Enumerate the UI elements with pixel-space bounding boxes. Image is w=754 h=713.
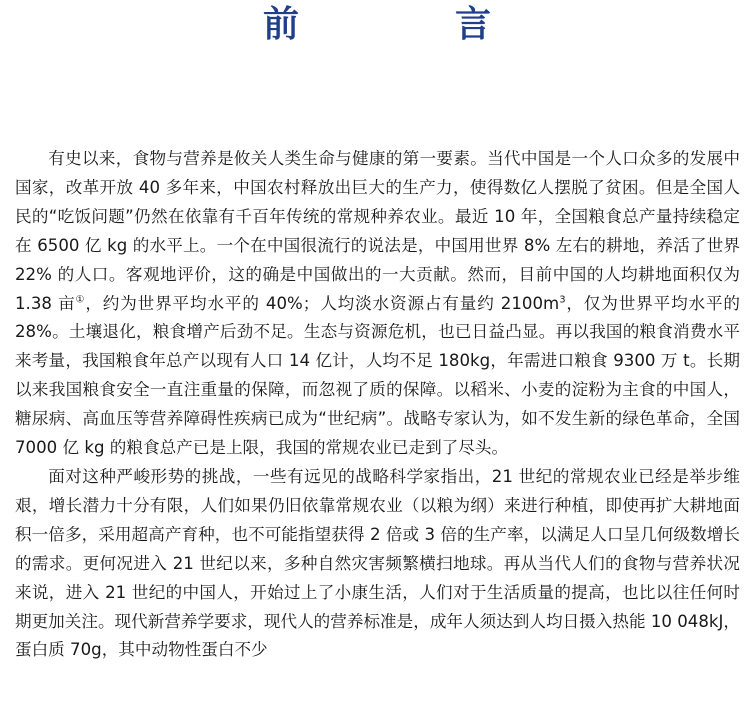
- paragraph-1: [15, 145, 740, 463]
- unit-superscript: 3: [559, 294, 566, 305]
- paragraph-1-part-3: ，仅为世界平均水平的 28%。土壤退化，粮食增产后劲不足。生态与资源危机，也已日益凸显。再以我国的粮食消费水平来考量，我国粮食年总产以现有人口 14 亿计，人均不足 180kg，年需进口粮食 9300 万 t。长期以来我国粮食安全一直注重量的保障，而忽视了质的保障。以稻米、小麦的淀粉为主食的中国人，糖尿病、高血压等营养障碍性疾病已成为“世纪病”。战略专家认为，如不发生新的绿色革命，全国 7000 亿 kg 的粮食总产已是上限，我国的常规农业已走到了尽头。: [15, 293, 740, 458]
- paragraph-1-part-2: ，约为世界平均水平的 40%；人均淡水资源占有量约 2100m: [85, 293, 560, 313]
- footnote-marker: ①: [75, 294, 86, 305]
- paragraph-2: 面对这种严峻形势的挑战，一些有远见的战略科学家指出，21 世纪的常规农业已经是举步维艰，增长潜力十分有限，人们如果仍旧依靠常规农业（以粮为纲）来进行种植，即使再扩大耕地面积一倍多，采用超高产育种，也不可能指望获得 2 倍或 3 倍的生产率，以满足人口呈几何级数增长的需求。更何况进入 21 世纪以来，多种自然灾害频繁横扫地球。再从当代人们的食物与营养状况来说，进入 21 世纪的中国人，开始过上了小康生活，人们对于生活质量的提高，也比以往任何时期更加关注。现代新营养学要求，现代人的营养标准是，成年人须达到人均日摄入热能 10 048kJ，蛋白质 70g，其中动物性蛋白不少: [15, 466, 740, 660]
- body-text: [15, 145, 740, 665]
- paragraph-1-part-1: 有史以来，食物与营养是攸关人类生命与健康的第一要素。当代中国是一个人口众多的发展中国家，改革开放 40 多年来，中国农村释放出巨大的生产力，使得数亿人摆脱了贫困。但是全国人民的“吃饭问题”仍然在依靠有千百年传统的常规种养农业。最近 10 年，全国粮食总产量持续稳定在 6500 亿 kg 的水平上。一个在中国很流行的说法是，中国用世界 8% 左右的耕地，养活了世界 22% 的人口。客观地评价，这的确是中国做出的一大贡献。然而，目前中国的人均耕地面积仅为 1.38 亩: [15, 149, 740, 313]
- page-title: 前 言: [262, 3, 551, 45]
